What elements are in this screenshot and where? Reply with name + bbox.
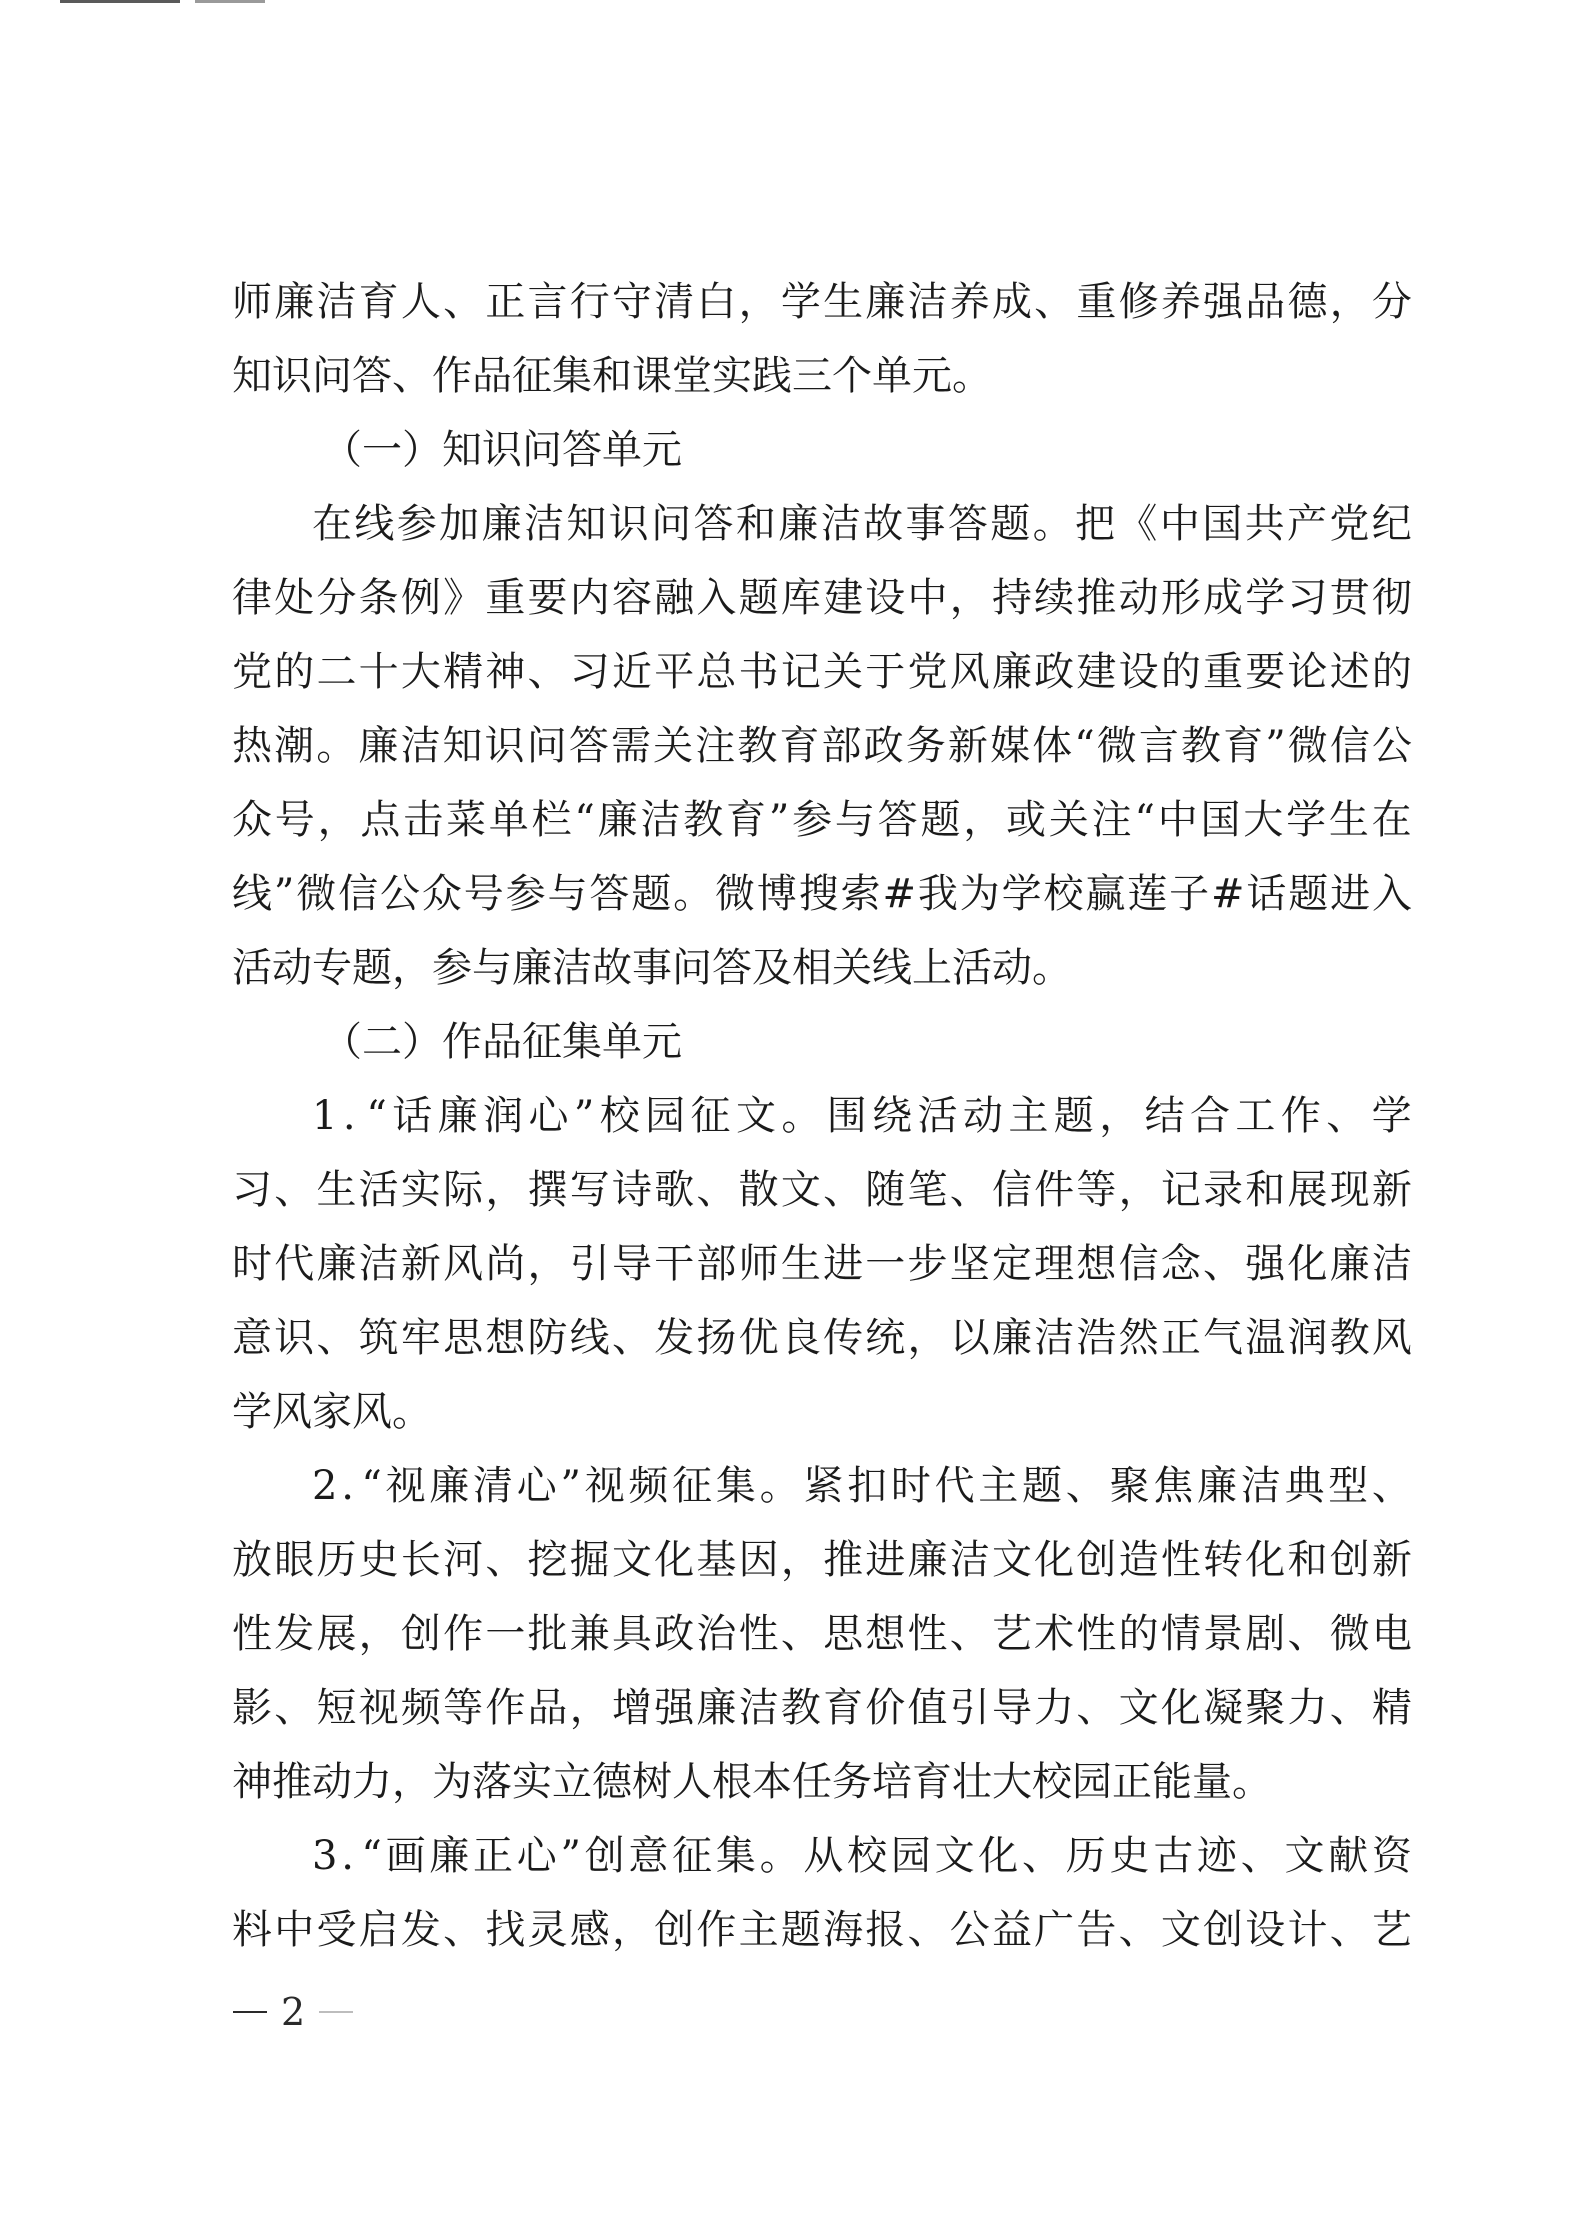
section-heading: （一）知识问答单元 [322,427,682,473]
paragraph-line: 影 、 短 视 频 等 作 品 ， 增 强 廉 洁 教 育 价 值 引 导 力 、 文 化 凝 聚 力 、 精 [232,1685,1412,1731]
paragraph-line: 1 . “ 话 廉 润 心 ” 校 园 征 文 。 围 绕 活 动 主 题 ， 结 合 工 作 、 学 [312,1093,1412,1139]
paragraph-line: 众 号 ， 点 击 菜 单 栏 “ 廉 洁 教 育 ” 参 与 答 题 ， 或 关 注 “ 中 国 大 学 生 在 [232,797,1412,843]
paragraph-line: 党 的 二 十 大 精 神 、 习 近 平 总 书 记 关 于 党 风 廉 政 建 设 的 重 要 论 述 的 [232,649,1412,695]
paragraph-line: 时 代 廉 洁 新 风 尚 ， 引 导 干 部 师 生 进 一 步 坚 定 理 想 信 念 、 强 化 廉 洁 [232,1241,1412,1287]
paragraph-line: 学风家风。 [232,1389,432,1435]
paragraph-line: 在 线 参 加 廉 洁 知 识 问 答 和 廉 洁 故 事 答 题 。 把 《 中 国 共 产 党 纪 [312,501,1412,547]
footer-dash-left [233,2011,267,2013]
paragraph-line: 性 发 展 ， 创 作 一 批 兼 具 政 治 性 、 思 想 性 、 艺 术 性 的 情 景 剧 、 微 电 [232,1611,1412,1657]
paragraph-line: 意 识 、 筑 牢 思 想 防 线 、 发 扬 优 良 传 统 ， 以 廉 洁 浩 然 正 气 温 润 教 风 [232,1315,1412,1361]
paragraph-line: 神推动力，为落实立德树人根本任务培育壮大校园正能量。 [232,1759,1272,1805]
paragraph-line: 知识问答、作品征集和课堂实践三个单元。 [232,353,992,399]
paragraph-line: 习 、 生 活 实 际 ， 撰 写 诗 歌 、 散 文 、 随 笔 、 信 件 等 ， 记 录 和 展 现 新 [232,1167,1412,1213]
scan-edge-mark [60,0,180,3]
paragraph-line: 3 . “ 画 廉 正 心 ” 创 意 征 集 。 从 校 园 文 化 、 历 史 古 迹 、 文 献 资 [312,1833,1412,1879]
paragraph-line: 放 眼 历 史 长 河 、 挖 掘 文 化 基 因 ， 推 进 廉 洁 文 化 创 造 性 转 化 和 创 新 [232,1537,1412,1583]
paragraph-line: 线 ” 微 信 公 众 号 参 与 答 题 。 微 博 搜 索 # 我 为 学 校 赢 莲 子 # 话 题 进 入 [232,871,1412,917]
paragraph-line: 热 潮 。 廉 洁 知 识 问 答 需 关 注 教 育 部 政 务 新 媒 体 “ 微 言 教 育 ” 微 信 公 [232,723,1412,769]
paragraph-line: 料 中 受 启 发 、 找 灵 感 ， 创 作 主 题 海 报 、 公 益 广 告 、 文 创 设 计 、 艺 [232,1907,1412,1953]
scan-edge-mark [195,0,265,3]
paragraph-line: 活动专题，参与廉洁故事问答及相关线上活动。 [232,945,1072,991]
paragraph-line: 律 处 分 条 例 》 重 要 内 容 融 入 题 库 建 设 中 ， 持 续 推 动 形 成 学 习 贯 彻 [232,575,1412,621]
paragraph-line: 2 . “ 视 廉 清 心 ” 视 频 征 集 。 紧 扣 时 代 主 题 、 聚 焦 廉 洁 典 型 、 [312,1463,1412,1509]
page-number: 2 [281,1990,306,2034]
page-footer [233,1990,353,2034]
document-body [232,265,1412,1967]
footer-dash-right [319,2011,353,2013]
section-heading: （二）作品征集单元 [322,1019,682,1065]
paragraph-line: 师 廉 洁 育 人 、 正 言 行 守 清 白 ， 学 生 廉 洁 养 成 、 重 修 养 强 品 德 ， 分 [232,279,1412,325]
